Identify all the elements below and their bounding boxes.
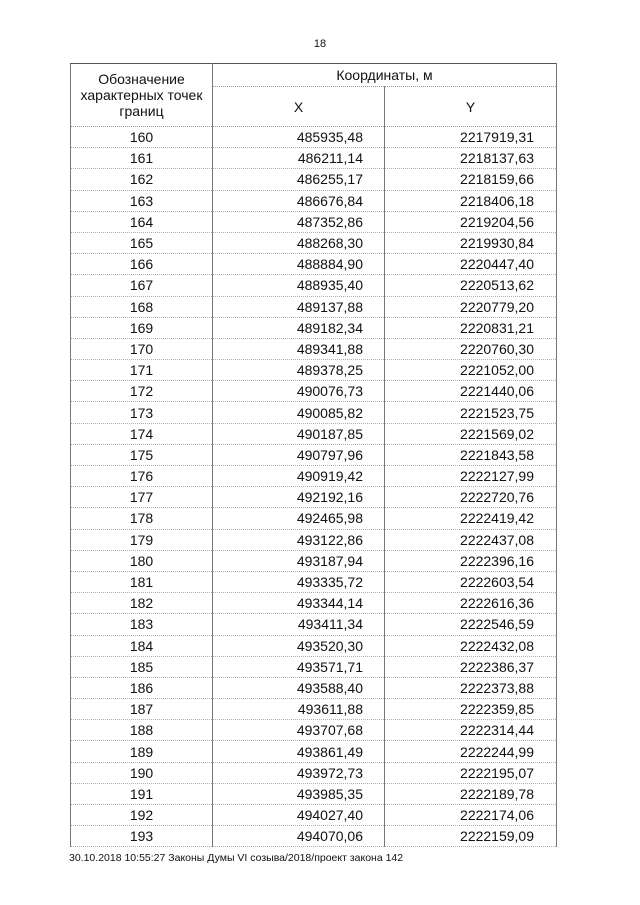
table-row	[71, 635, 557, 656]
point-number-cell: 163	[71, 190, 213, 211]
table-row	[71, 423, 557, 444]
table-row	[71, 741, 557, 762]
table-row	[71, 826, 557, 847]
table-row	[71, 466, 557, 487]
table-row	[71, 296, 557, 317]
table-header	[71, 64, 557, 127]
point-number-cell: 166	[71, 254, 213, 275]
table-row	[71, 317, 557, 338]
y-coordinate-cell: 2221843,58	[385, 444, 557, 465]
point-number-cell: 174	[71, 423, 213, 444]
x-coordinate-cell: 493707,68	[213, 720, 385, 741]
point-number-cell: 185	[71, 656, 213, 677]
point-number-cell: 182	[71, 593, 213, 614]
coordinates-table	[70, 63, 557, 847]
y-coordinate-cell: 2222419,42	[385, 508, 557, 529]
y-coordinate-cell: 2218137,63	[385, 148, 557, 169]
point-number-cell: 179	[71, 529, 213, 550]
table-row	[71, 338, 557, 359]
y-coordinate-cell: 2221052,00	[385, 360, 557, 381]
y-coordinate-cell: 2222174,06	[385, 805, 557, 826]
y-coordinate-cell: 2222244,99	[385, 741, 557, 762]
x-coordinate-cell: 486676,84	[213, 190, 385, 211]
header-coordinates: Координаты, м	[213, 64, 557, 87]
table-row	[71, 190, 557, 211]
point-number-cell: 167	[71, 275, 213, 296]
x-coordinate-cell: 493611,88	[213, 699, 385, 720]
x-coordinate-cell: 494070,06	[213, 826, 385, 847]
y-coordinate-cell: 2222603,54	[385, 571, 557, 592]
y-coordinate-cell: 2221569,02	[385, 423, 557, 444]
x-coordinate-cell: 492192,16	[213, 487, 385, 508]
y-coordinate-cell: 2220513,62	[385, 275, 557, 296]
x-coordinate-cell: 488884,90	[213, 254, 385, 275]
table-row	[71, 656, 557, 677]
y-coordinate-cell: 2222432,08	[385, 635, 557, 656]
point-number-cell: 162	[71, 169, 213, 190]
table-row	[71, 762, 557, 783]
x-coordinate-cell: 493344,14	[213, 593, 385, 614]
y-coordinate-cell: 2222189,78	[385, 783, 557, 804]
table-row	[71, 402, 557, 423]
point-number-cell: 172	[71, 381, 213, 402]
y-coordinate-cell: 2222616,36	[385, 593, 557, 614]
y-coordinate-cell: 2218159,66	[385, 169, 557, 190]
x-coordinate-cell: 489378,25	[213, 360, 385, 381]
x-coordinate-cell: 493571,71	[213, 656, 385, 677]
point-number-cell: 169	[71, 317, 213, 338]
table-row	[71, 211, 557, 232]
y-coordinate-cell: 2222314,44	[385, 720, 557, 741]
y-coordinate-cell: 2222546,59	[385, 614, 557, 635]
y-coordinate-cell: 2219204,56	[385, 211, 557, 232]
x-coordinate-cell: 493588,40	[213, 677, 385, 698]
point-number-cell: 186	[71, 677, 213, 698]
point-number-cell: 170	[71, 338, 213, 359]
x-coordinate-cell: 490076,73	[213, 381, 385, 402]
table-row	[71, 529, 557, 550]
x-coordinate-cell: 485935,48	[213, 127, 385, 148]
table-row	[71, 508, 557, 529]
x-coordinate-cell: 489182,34	[213, 317, 385, 338]
table-row	[71, 232, 557, 253]
header-x: X	[213, 87, 385, 127]
x-coordinate-cell: 493861,49	[213, 741, 385, 762]
x-coordinate-cell: 490085,82	[213, 402, 385, 423]
y-coordinate-cell: 2221440,06	[385, 381, 557, 402]
x-coordinate-cell: 490187,85	[213, 423, 385, 444]
x-coordinate-cell: 492465,98	[213, 508, 385, 529]
table-row	[71, 720, 557, 741]
y-coordinate-cell: 2222359,85	[385, 699, 557, 720]
x-coordinate-cell: 489341,88	[213, 338, 385, 359]
x-coordinate-cell: 490797,96	[213, 444, 385, 465]
x-coordinate-cell: 494027,40	[213, 805, 385, 826]
point-number-cell: 178	[71, 508, 213, 529]
point-number-cell: 173	[71, 402, 213, 423]
y-coordinate-cell: 2220779,20	[385, 296, 557, 317]
point-number-cell: 160	[71, 127, 213, 148]
y-coordinate-cell: 2222720,76	[385, 487, 557, 508]
x-coordinate-cell: 488268,30	[213, 232, 385, 253]
y-coordinate-cell: 2222396,16	[385, 550, 557, 571]
point-number-cell: 176	[71, 466, 213, 487]
x-coordinate-cell: 486211,14	[213, 148, 385, 169]
x-coordinate-cell: 486255,17	[213, 169, 385, 190]
point-number-cell: 188	[71, 720, 213, 741]
point-number-cell: 181	[71, 571, 213, 592]
x-coordinate-cell: 493520,30	[213, 635, 385, 656]
header-point-designation: Обозначение характерных точек границ	[71, 64, 213, 127]
y-coordinate-cell: 2222127,99	[385, 466, 557, 487]
table-row	[71, 148, 557, 169]
table-row	[71, 487, 557, 508]
point-number-cell: 187	[71, 699, 213, 720]
document-footer: 30.10.2018 10:55:27 Законы Думы VI созыва/2018/проект закона 142	[69, 852, 404, 864]
point-number-cell: 164	[71, 211, 213, 232]
table-row	[71, 360, 557, 381]
table-body	[71, 127, 557, 847]
x-coordinate-cell: 493187,94	[213, 550, 385, 571]
x-coordinate-cell: 489137,88	[213, 296, 385, 317]
page-number: 18	[313, 38, 327, 50]
table-row	[71, 169, 557, 190]
point-number-cell: 193	[71, 826, 213, 847]
y-coordinate-cell: 2222437,08	[385, 529, 557, 550]
point-number-cell: 177	[71, 487, 213, 508]
x-coordinate-cell: 493335,72	[213, 571, 385, 592]
y-coordinate-cell: 2222159,09	[385, 826, 557, 847]
x-coordinate-cell: 493411,34	[213, 614, 385, 635]
point-number-cell: 184	[71, 635, 213, 656]
point-number-cell: 168	[71, 296, 213, 317]
table-row	[71, 677, 557, 698]
table-row	[71, 550, 557, 571]
table-row	[71, 805, 557, 826]
header-y: Y	[385, 87, 557, 127]
x-coordinate-cell: 493122,86	[213, 529, 385, 550]
y-coordinate-cell: 2222386,37	[385, 656, 557, 677]
table-row	[71, 444, 557, 465]
point-number-cell: 191	[71, 783, 213, 804]
y-coordinate-cell: 2220447,40	[385, 254, 557, 275]
table-row	[71, 614, 557, 635]
y-coordinate-cell: 2221523,75	[385, 402, 557, 423]
table-row	[71, 127, 557, 148]
x-coordinate-cell: 488935,40	[213, 275, 385, 296]
table-row	[71, 593, 557, 614]
table-row	[71, 783, 557, 804]
x-coordinate-cell: 490919,42	[213, 466, 385, 487]
point-number-cell: 175	[71, 444, 213, 465]
table-row	[71, 275, 557, 296]
point-number-cell: 171	[71, 360, 213, 381]
table-row	[71, 571, 557, 592]
y-coordinate-cell: 2222373,88	[385, 677, 557, 698]
x-coordinate-cell: 493972,73	[213, 762, 385, 783]
y-coordinate-cell: 2218406,18	[385, 190, 557, 211]
y-coordinate-cell: 2220760,30	[385, 338, 557, 359]
y-coordinate-cell: 2222195,07	[385, 762, 557, 783]
point-number-cell: 192	[71, 805, 213, 826]
point-number-cell: 189	[71, 741, 213, 762]
table-row	[71, 699, 557, 720]
table-row	[71, 381, 557, 402]
point-number-cell: 165	[71, 232, 213, 253]
table-row	[71, 254, 557, 275]
y-coordinate-cell: 2220831,21	[385, 317, 557, 338]
x-coordinate-cell: 493985,35	[213, 783, 385, 804]
point-number-cell: 183	[71, 614, 213, 635]
point-number-cell: 180	[71, 550, 213, 571]
x-coordinate-cell: 487352,86	[213, 211, 385, 232]
point-number-cell: 190	[71, 762, 213, 783]
point-number-cell: 161	[71, 148, 213, 169]
y-coordinate-cell: 2217919,31	[385, 127, 557, 148]
y-coordinate-cell: 2219930,84	[385, 232, 557, 253]
